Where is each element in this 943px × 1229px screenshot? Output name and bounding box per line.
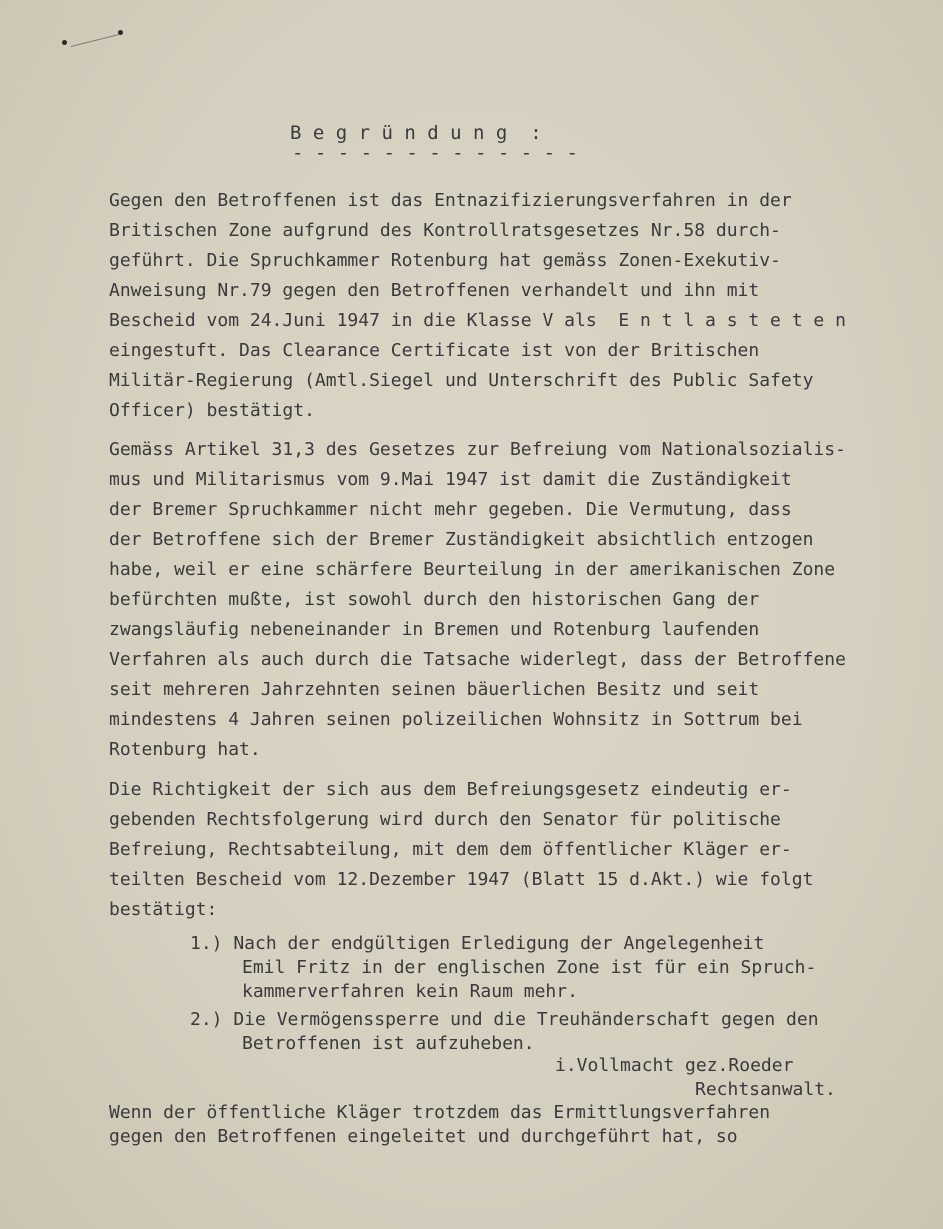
page-heading: B e g r ü n d u n g :	[290, 122, 542, 144]
text-line: teilten Bescheid vom 12.Dezember 1947 (Blatt 15 d.Akt.) wie folgt	[109, 869, 814, 890]
text-line: Rotenburg hat.	[109, 739, 261, 760]
text-line: der Betroffene sich der Bremer Zuständigkeit absichtlich entzogen	[109, 529, 814, 550]
text-line: eingestuft. Das Clearance Certificate ist von der Britischen	[109, 340, 760, 361]
list-item	[190, 932, 910, 1004]
text-line: gebenden Rechtsfolgerung wird durch den Senator für politische	[109, 809, 781, 830]
text-line: Officer) bestätigt.	[109, 400, 315, 421]
text-line: geführt. Die Spruchkammer Rotenburg hat gemäss Zonen-Exekutiv-	[109, 250, 781, 271]
text-line: Befreiung, Rechtsabteilung, mit dem dem öffentlicher Kläger er-	[109, 839, 792, 860]
text-line: 1.) Nach der endgültigen Erledigung der Angelegenheit	[190, 933, 765, 954]
text-line: Gegen den Betroffenen ist das Entnazifizierungsverfahren in der	[109, 190, 792, 211]
text-line: mus und Militarismus vom 9.Mai 1947 ist damit die Zuständigkeit	[109, 469, 792, 490]
text-line: kammerverfahren kein Raum mehr.	[242, 981, 578, 1002]
text-line: bestätigt:	[109, 899, 218, 920]
text-line: Verfahren als auch durch die Tatsache widerlegt, dass der Betroffene	[109, 649, 846, 670]
text-line: mindestens 4 Jahren seinen polizeilichen Wohnsitz in Sottrum bei	[109, 709, 803, 730]
paragraph-3	[109, 775, 929, 925]
text-line: Emil Fritz in der englischen Zone ist für ein Spruch-	[242, 957, 817, 978]
heading-underline: - - - - - - - - - - - - -	[292, 142, 578, 164]
text-line: 2.) Die Vermögenssperre und die Treuhänderschaft gegen den	[190, 1009, 819, 1030]
paragraph-4	[109, 1101, 929, 1149]
text-line: zwangsläufig nebeneinander in Bremen und Rotenburg laufenden	[109, 619, 760, 640]
list-item	[190, 1008, 910, 1056]
text-line: Militär-Regierung (Amtl.Siegel und Unterschrift des Public Safety	[109, 370, 814, 391]
text-line: befürchten mußte, ist sowohl durch den historischen Gang der	[109, 589, 760, 610]
text-line: Wenn der öffentliche Kläger trotzdem das Ermittlungsverfahren	[109, 1102, 771, 1123]
text-line: Britischen Zone aufgrund des Kontrollratsgesetzes Nr.58 durch-	[109, 220, 781, 241]
punch-holes	[60, 28, 140, 52]
text-line: habe, weil er eine schärfere Beurteilung in der amerikanischen Zone	[109, 559, 836, 580]
text-line: Die Richtigkeit der sich aus dem Befreiungsgesetz eindeutig er-	[109, 779, 792, 800]
signature-block	[555, 1054, 836, 1102]
signature-line: i.Vollmacht gez.Roeder	[555, 1055, 794, 1076]
text-line: Bescheid vom 24.Juni 1947 in die Klasse V als E n t l a s t e t e n	[109, 310, 846, 331]
text-line: seit mehreren Jahrzehnten seinen bäuerlichen Besitz und seit	[109, 679, 760, 700]
signature-title: Rechtsanwalt.	[695, 1079, 836, 1100]
text-line: Gemäss Artikel 31,3 des Gesetzes zur Befreiung vom Nationalsozialis-	[109, 439, 846, 460]
paragraph-2	[109, 435, 929, 765]
text-line: der Bremer Spruchkammer nicht mehr gegeben. Die Vermutung, dass	[109, 499, 792, 520]
paragraph-1	[109, 186, 929, 426]
text-line: Anweisung Nr.79 gegen den Betroffenen verhandelt und ihn mit	[109, 280, 760, 301]
text-line: gegen den Betroffenen eingeleitet und durchgeführt hat, so	[109, 1126, 738, 1147]
text-line: Betroffenen ist aufzuheben.	[242, 1033, 535, 1054]
